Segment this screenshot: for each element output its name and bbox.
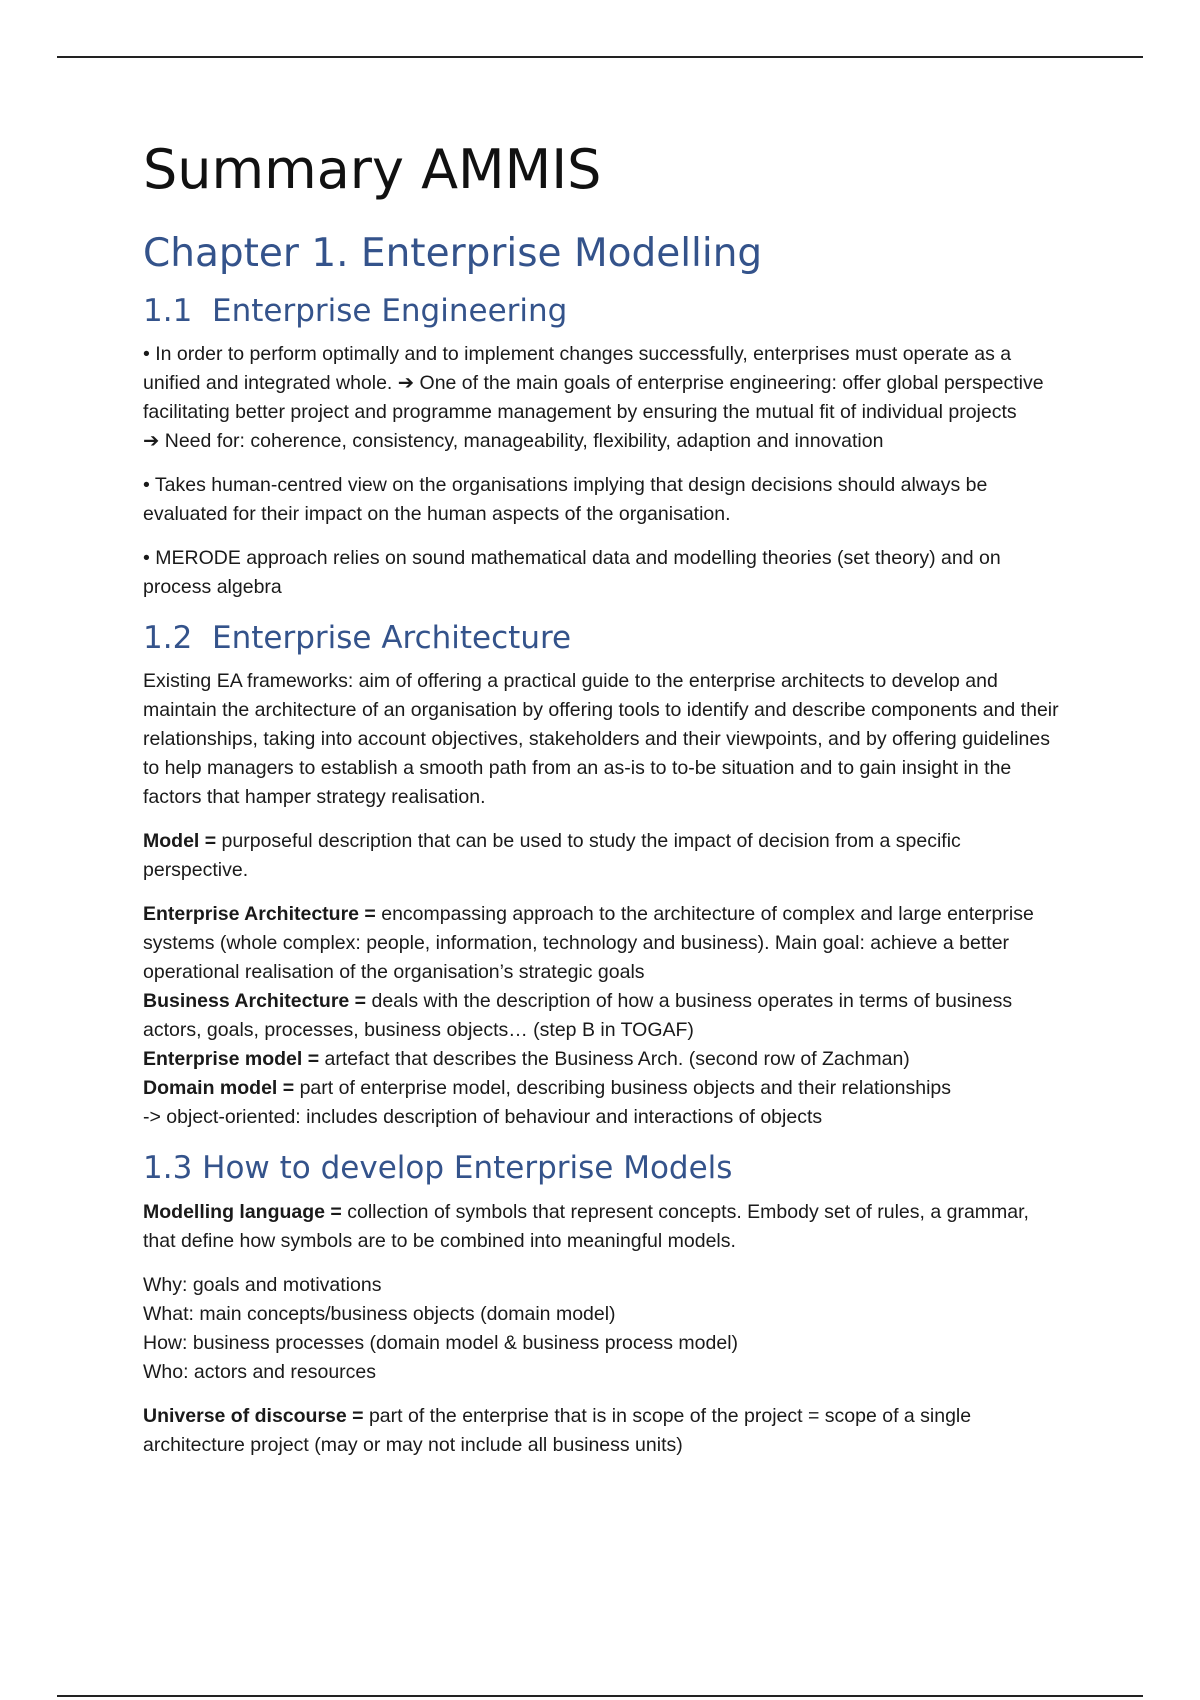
bullet-merode: • MERODE approach relies on sound mathematical data and modelling theories (set theory) and on process algebra [143,547,1001,599]
header-rule [57,56,1143,58]
section-heading-1-3: 1.3 How to develop Enterprise Models [143,1150,733,1187]
domain-model-note: -> object-oriented: includes description of behaviour and interactions of objects [143,1106,823,1129]
def-model: purposeful description that can be used to study the impact of decision from a specific perspective. [143,830,961,882]
questions-list [143,1271,1063,1387]
term-modelling-language: Modelling language = [143,1200,342,1223]
section-heading-1-2: 1.2 Enterprise Architecture [143,620,572,657]
question-what: What: main concepts/business objects (domain model) [143,1302,616,1325]
term-universe-of-discourse: Universe of discourse = [143,1404,364,1427]
definition-domain-model [143,1074,1063,1103]
term-enterprise-model: Enterprise model = [143,1048,320,1071]
def-enterprise-architecture: encompassing approach to the architecture of complex and large enterprise systems (whole complex: people, information, technology and business). Main goal: achieve a better operational realisation of the organisation’s strategic goals [143,903,1034,984]
paragraph-enterprise-engineering [143,340,1063,456]
need-for-line: ➔ Need for: coherence, consistency, manageability, flexibility, adaption and innovation [143,430,884,453]
term-enterprise-architecture: Enterprise Architecture = [143,903,376,926]
definition-model [143,827,1063,885]
def-enterprise-model: artefact that describes the Business Arch. (second row of Zachman) [319,1048,910,1071]
definition-enterprise-architecture [143,900,1063,987]
term-domain-model: Domain model = [143,1077,295,1100]
definitions-block [143,900,1063,1132]
def-modelling-language: collection of symbols that represent concepts. Embody set of rules, a grammar, that define how symbols are to be combined into meaningful models. [143,1200,1029,1252]
question-why: Why: goals and motivations [143,1273,382,1296]
question-who: Who: actors and resources [143,1360,377,1383]
section-heading-1-1: 1.1 Enterprise Engineering [143,293,568,330]
definition-modelling-language [143,1198,1063,1256]
document-body [143,140,1063,1475]
question-how: How: business processes (domain model & business process model) [143,1331,739,1354]
term-model: Model = [143,830,217,853]
definition-enterprise-model [143,1045,1063,1074]
definition-business-architecture [143,987,1063,1045]
term-business-architecture: Business Architecture = [143,990,367,1013]
def-domain-model: part of enterprise model, describing business objects and their relationships [294,1077,952,1100]
chapter-heading: Chapter 1. Enterprise Modelling [143,231,763,277]
bullet-operate-whole: • In order to perform optimally and to implement changes successfully, enterprises must operate as a unified and integrated whole. ➔ One of the main goals of enterprise engineering: offer global perspective facilitating better project and programme management by ensuring the mutual fit of individual projects [143,343,1044,424]
paragraph-ea-frameworks: Existing EA frameworks: aim of offering a practical guide to the enterprise architects to develop and maintain the architecture of an organisation by offering tools to identify and describe components and their relationships, taking into account objectives, stakeholders and their viewpoints, and by offering guidelines to help managers to establish a smooth path from an as-is to to-be situation and to gain insight in the factors that hamper strategy realisation. [143,670,1059,809]
definition-universe-of-discourse [143,1402,1063,1460]
document-title: Summary AMMIS [143,138,602,201]
def-business-architecture: deals with the description of how a business operates in terms of business actors, goals, processes, business objects… (step B in TOGAF) [143,990,1013,1042]
bullet-human-centred: • Takes human-centred view on the organisations implying that design decisions should always be evaluated for their impact on the human aspects of the organisation. [143,474,988,526]
footer-rule [57,1695,1143,1697]
def-universe-of-discourse: part of the enterprise that is in scope of the project = scope of a single architecture project (may or may not include all business units) [143,1404,972,1456]
